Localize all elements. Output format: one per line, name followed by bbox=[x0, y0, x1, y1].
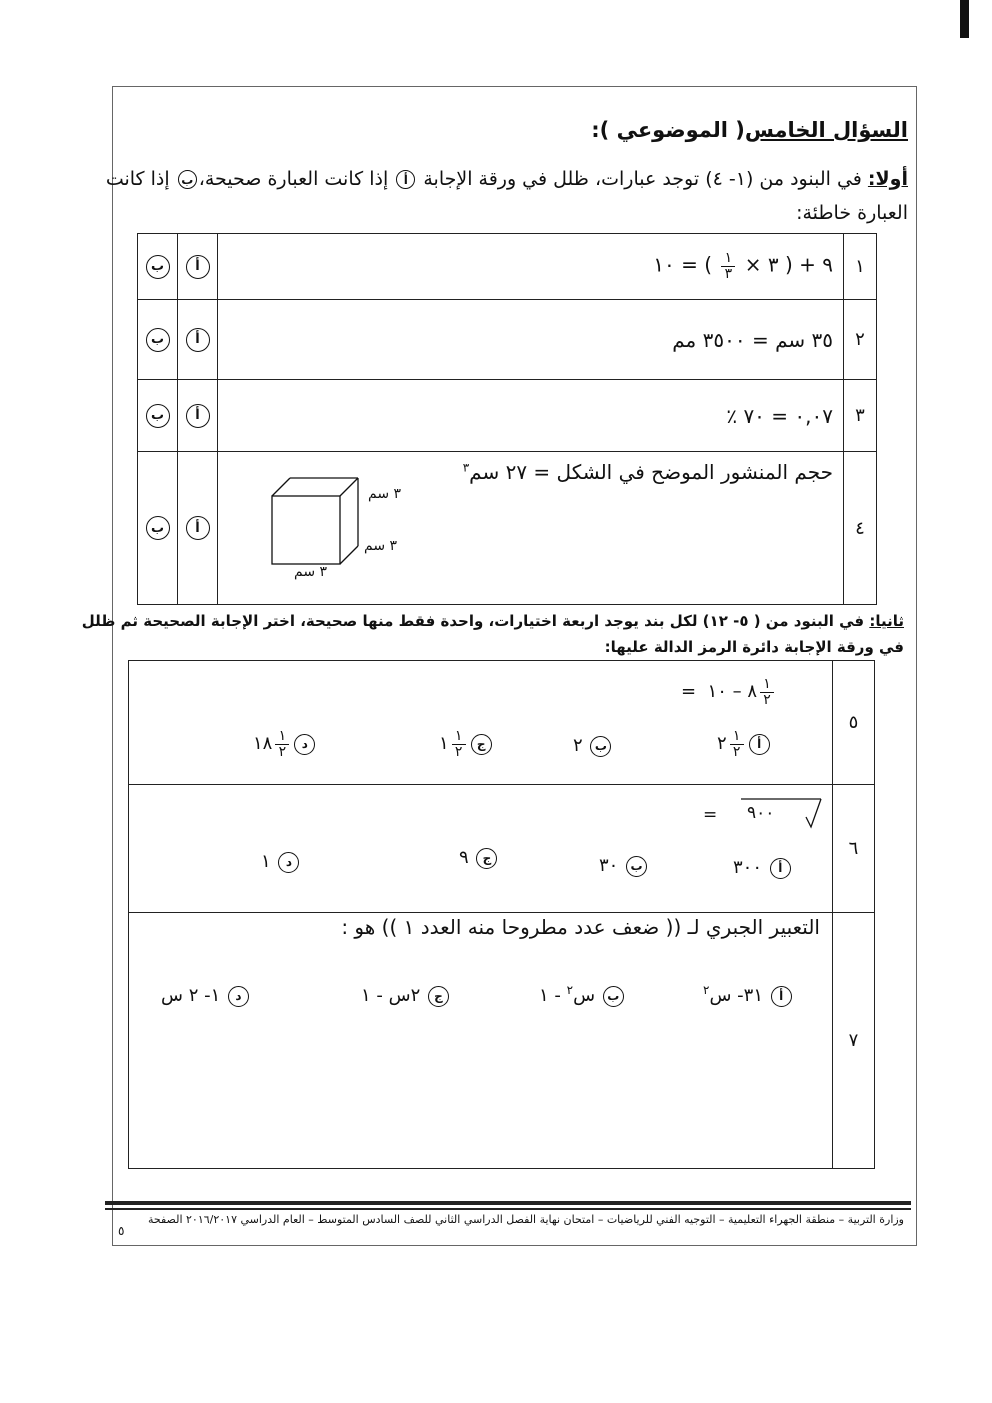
part1-instructions-line2: العبارة خاطئة: bbox=[796, 202, 908, 224]
choice-tail: - ١ bbox=[539, 985, 567, 1006]
choice-symbol: ج bbox=[428, 986, 449, 1007]
frac-num: ١ bbox=[278, 728, 287, 744]
cube-label-2: ٣ سم bbox=[364, 538, 398, 554]
part2-text-a: في البنود من ( ٥- ١٢) لكل بند يوجد اربعة اختيارات، واحدة فقط منها صحيحة، اختر الإجابة الصحيحة ثم ظلل bbox=[81, 612, 870, 630]
question-6-eq: = bbox=[703, 805, 718, 825]
statement-3: ٠,٠٧ = ٧٠ ٪ bbox=[218, 380, 844, 452]
footer-divider bbox=[105, 1201, 911, 1205]
true-symbol: أ bbox=[396, 170, 415, 189]
radicand: ٩٠٠ bbox=[747, 803, 775, 823]
cube-label-1: ٣ سم bbox=[368, 486, 402, 502]
answer-bubble-b[interactable]: ب bbox=[146, 404, 170, 428]
frac-den: ٢ bbox=[732, 743, 741, 760]
answer-bubble-a[interactable]: أ bbox=[186, 516, 210, 540]
question-7: التعبير الجبري لـ (( ضعف عدد مطروحا منه العدد ١ )) هو : bbox=[341, 915, 820, 939]
choice-symbol: أ bbox=[771, 986, 792, 1007]
section-title bbox=[591, 118, 908, 142]
false-symbol: ب bbox=[178, 170, 197, 189]
choice-value: ٩ bbox=[459, 847, 469, 868]
table-row bbox=[129, 913, 875, 1169]
choice-d[interactable] bbox=[253, 729, 317, 759]
footer-text: وزارة التربية – منطقة الجهراء التعليمية – التوجيه الفني للرياضيات – امتحان نهاية الفصل الدراسي الثاني للصف السادس المتوسط – العام الدراسي ٢٠١٦/٢٠١٧ الصفحة bbox=[147, 1213, 904, 1226]
frac-num: ١ bbox=[732, 728, 741, 744]
part1-lead: أولا: bbox=[867, 168, 908, 190]
answer-bubble-a[interactable]: أ bbox=[186, 328, 210, 352]
fraction bbox=[730, 729, 744, 759]
item-number: ٥ bbox=[833, 661, 875, 785]
table-row bbox=[138, 234, 877, 300]
choice-symbol: ج bbox=[471, 734, 492, 755]
question-5-cell bbox=[129, 661, 833, 785]
choice-symbol: ب bbox=[603, 986, 624, 1007]
question-6-cell bbox=[129, 785, 833, 913]
table-row bbox=[138, 300, 877, 380]
part2-table bbox=[128, 660, 875, 1169]
expr-right: ) = ١٠ bbox=[653, 253, 713, 277]
fraction bbox=[721, 251, 735, 281]
choice-value: ٢س - ١ bbox=[361, 985, 421, 1006]
choice-c[interactable] bbox=[439, 729, 494, 759]
item-number: ٧ bbox=[833, 913, 875, 1169]
footer-divider-thin bbox=[105, 1208, 911, 1210]
item-number: ٦ bbox=[833, 785, 875, 913]
choice-value: س bbox=[573, 985, 596, 1006]
frac-den: ٢ bbox=[278, 743, 287, 760]
choice-d[interactable] bbox=[261, 851, 301, 873]
choice-symbol: د bbox=[228, 986, 249, 1007]
answer-bubble-a[interactable]: أ bbox=[186, 255, 210, 279]
fraction bbox=[760, 677, 774, 707]
item-number: ٢ bbox=[844, 300, 877, 380]
answer-bubble-a[interactable]: أ bbox=[186, 404, 210, 428]
choice-symbol: أ bbox=[770, 858, 791, 879]
answer-bubble-b[interactable]: ب bbox=[146, 516, 170, 540]
frac-den: ٢ bbox=[454, 743, 463, 760]
choice-c[interactable] bbox=[361, 985, 451, 1007]
choice-d[interactable] bbox=[161, 985, 251, 1007]
choice-symbol: د bbox=[294, 734, 315, 755]
part1-table bbox=[137, 233, 877, 605]
choice-b[interactable] bbox=[573, 735, 613, 757]
statement-2: ٣٥ سم = ٣٥٠٠ مم bbox=[218, 300, 844, 380]
choice-sup: ٢ bbox=[566, 983, 574, 997]
section-title-paren: ( الموضوعي ): bbox=[591, 118, 745, 142]
choice-value: ٢ bbox=[573, 735, 583, 756]
choice-whole: ١٨ bbox=[253, 733, 273, 755]
part2-instructions bbox=[82, 612, 904, 630]
choice-value: ١ bbox=[261, 851, 271, 872]
answer-bubble-b[interactable]: ب bbox=[146, 328, 170, 352]
power: ٣ bbox=[462, 460, 470, 475]
choice-symbol: ب bbox=[590, 736, 611, 757]
part2-lead: ثانيا: bbox=[869, 612, 904, 630]
choice-value: ١- ٢ س bbox=[161, 985, 221, 1006]
statement-4 bbox=[218, 452, 844, 605]
table-row bbox=[129, 785, 875, 913]
choice-a[interactable] bbox=[703, 983, 794, 1007]
choice-symbol: ج bbox=[476, 848, 497, 869]
fraction bbox=[275, 729, 289, 759]
table-row bbox=[129, 661, 875, 785]
part1-text-c: إذا كانت bbox=[105, 168, 170, 190]
q5-whole: ١٠ bbox=[707, 681, 727, 703]
choice-b[interactable] bbox=[539, 983, 626, 1007]
answer-bubble-b[interactable]: ب bbox=[146, 255, 170, 279]
part1-text-a: في البنود من (١- ٤) توجد عبارات، ظلل في ورقة الإجابة bbox=[423, 168, 868, 190]
choice-value: ٣٠ bbox=[599, 855, 619, 876]
frac-den: ٣ bbox=[724, 266, 733, 282]
frac-den: ٢ bbox=[763, 691, 771, 708]
choice-whole: ١ bbox=[439, 733, 449, 755]
part1-text-b: إذا كانت العبارة صحيحة، bbox=[198, 168, 389, 190]
page-number: ٥ bbox=[118, 1224, 125, 1238]
item-number: ٤ bbox=[844, 452, 877, 605]
choice-c[interactable] bbox=[459, 847, 499, 869]
choice-value: ٣٠٠ bbox=[733, 857, 763, 878]
cube-figure bbox=[264, 466, 374, 576]
part1-instructions bbox=[106, 168, 908, 190]
choice-whole: ٢ bbox=[717, 733, 727, 755]
cube-label-3: ٣ سم bbox=[294, 564, 328, 580]
choice-symbol: ب bbox=[626, 856, 647, 877]
table-row bbox=[138, 380, 877, 452]
scan-edge-mark bbox=[960, 0, 969, 38]
statement-4-text: حجم المنشور الموضح في الشكل = ٢٧ سم bbox=[469, 460, 833, 484]
question-7-cell bbox=[129, 913, 833, 1169]
expr-left: ٩ + ( ٣ × bbox=[744, 253, 833, 277]
frac-num: ١ bbox=[724, 250, 733, 267]
choice-a[interactable] bbox=[733, 857, 793, 879]
choice-symbol: د bbox=[278, 852, 299, 873]
part2-instructions-line2: في ورقة الإجابة دائرة الرمز الدالة عليها: bbox=[604, 638, 904, 656]
choice-value: ٣١- س bbox=[709, 985, 763, 1006]
question-5: = ٨ – ١٠ $\frac{١}{٢}$ bbox=[681, 677, 777, 707]
item-number: ١ bbox=[844, 234, 877, 300]
choice-b[interactable] bbox=[599, 855, 649, 877]
question-6-sqrt bbox=[735, 797, 775, 823]
item-number: ٣ bbox=[844, 380, 877, 452]
choice-sup: ٢ bbox=[703, 983, 710, 997]
table-row bbox=[138, 452, 877, 605]
fraction bbox=[452, 729, 466, 759]
choice-symbol: أ bbox=[749, 734, 770, 755]
statement-1 bbox=[218, 234, 844, 300]
section-title-main: السؤال الخامس bbox=[744, 118, 908, 142]
frac-num: ١ bbox=[763, 676, 771, 692]
frac-num: ١ bbox=[454, 728, 463, 744]
choice-a[interactable] bbox=[717, 729, 772, 759]
